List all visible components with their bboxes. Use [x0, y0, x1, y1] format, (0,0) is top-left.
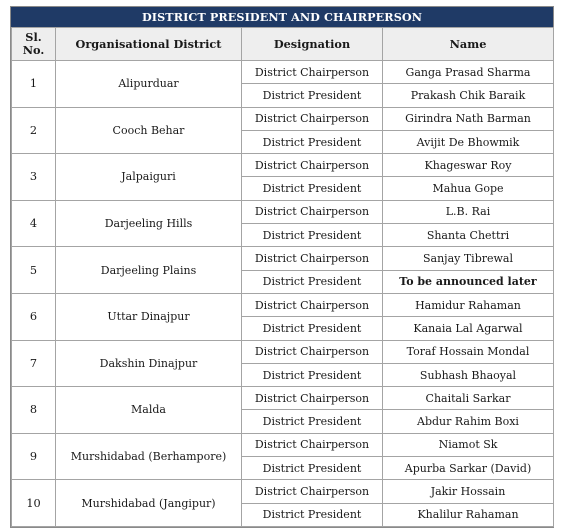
district-cell: Cooch Behar: [56, 107, 242, 154]
header-district: Organisational District: [56, 28, 242, 61]
designation-cell: District President: [242, 84, 383, 107]
designation-cell: District President: [242, 410, 383, 433]
table-row: [12, 293, 554, 316]
table-row: [12, 61, 554, 84]
district-cell: Alipurduar: [56, 61, 242, 108]
district-table: [11, 27, 554, 527]
serial-number-cell: 1: [12, 61, 56, 108]
name-cell: Ganga Prasad Sharma: [383, 61, 554, 84]
name-cell: Toraf Hossain Mondal: [383, 340, 554, 363]
table-row: [12, 387, 554, 410]
district-cell: Darjeeling Hills: [56, 200, 242, 247]
table-row: [12, 247, 554, 270]
name-cell: Khageswar Roy: [383, 154, 554, 177]
serial-number-cell: 7: [12, 340, 56, 387]
table-row: [12, 433, 554, 456]
designation-cell: District Chairperson: [242, 340, 383, 363]
designation-cell: District Chairperson: [242, 247, 383, 270]
district-cell: Murshidabad (Jangipur): [56, 480, 242, 527]
name-cell: Shanta Chettri: [383, 224, 554, 247]
name-cell: L.B. Rai: [383, 200, 554, 223]
name-cell: To be announced later: [383, 270, 554, 293]
table-row: [12, 200, 554, 223]
table-row: [12, 480, 554, 503]
designation-cell: District Chairperson: [242, 480, 383, 503]
district-cell: Malda: [56, 387, 242, 434]
designation-cell: District Chairperson: [242, 107, 383, 130]
table-row: [12, 340, 554, 363]
district-cell: Uttar Dinajpur: [56, 293, 242, 340]
serial-number-cell: 4: [12, 200, 56, 247]
serial-number-cell: 5: [12, 247, 56, 294]
designation-cell: District President: [242, 317, 383, 340]
table-row: [12, 154, 554, 177]
district-cell: Dakshin Dinajpur: [56, 340, 242, 387]
district-cell: Jalpaiguri: [56, 154, 242, 201]
table-row: [12, 107, 554, 130]
designation-cell: District President: [242, 224, 383, 247]
name-cell: Mahua Gope: [383, 177, 554, 200]
table-title: DISTRICT PRESIDENT AND CHAIRPERSON: [11, 7, 553, 27]
serial-number-cell: 8: [12, 387, 56, 434]
header-designation: Designation: [242, 28, 383, 61]
name-cell: Chaitali Sarkar: [383, 387, 554, 410]
district-cell: Murshidabad (Berhampore): [56, 433, 242, 480]
designation-cell: District President: [242, 270, 383, 293]
name-cell: Abdur Rahim Boxi: [383, 410, 554, 433]
designation-cell: District President: [242, 363, 383, 386]
name-cell: Prakash Chik Baraik: [383, 84, 554, 107]
designation-cell: District Chairperson: [242, 387, 383, 410]
designation-cell: District Chairperson: [242, 433, 383, 456]
designation-cell: District Chairperson: [242, 61, 383, 84]
designation-cell: District President: [242, 177, 383, 200]
name-cell: Jakir Hossain: [383, 480, 554, 503]
name-cell: Kanaia Lal Agarwal: [383, 317, 554, 340]
header-row: [12, 28, 554, 61]
name-cell: Apurba Sarkar (David): [383, 457, 554, 480]
table-body: [12, 61, 554, 527]
name-cell: Girindra Nath Barman: [383, 107, 554, 130]
designation-cell: District Chairperson: [242, 293, 383, 316]
name-cell: Niamot Sk: [383, 433, 554, 456]
name-cell: Subhash Bhaoyal: [383, 363, 554, 386]
district-cell: Darjeeling Plains: [56, 247, 242, 294]
name-cell: Hamidur Rahaman: [383, 293, 554, 316]
designation-cell: District President: [242, 457, 383, 480]
serial-number-cell: 9: [12, 433, 56, 480]
designation-cell: District Chairperson: [242, 154, 383, 177]
name-cell: Sanjay Tibrewal: [383, 247, 554, 270]
serial-number-cell: 3: [12, 154, 56, 201]
header-name: Name: [383, 28, 554, 61]
serial-number-cell: 10: [12, 480, 56, 527]
designation-cell: District Chairperson: [242, 200, 383, 223]
name-cell: Avijit De Bhowmik: [383, 130, 554, 153]
header-sl-no: Sl. No.: [12, 28, 56, 61]
table-frame: [10, 6, 554, 528]
serial-number-cell: 2: [12, 107, 56, 154]
designation-cell: District President: [242, 503, 383, 526]
name-cell: Khalilur Rahaman: [383, 503, 554, 526]
designation-cell: District President: [242, 130, 383, 153]
serial-number-cell: 6: [12, 293, 56, 340]
